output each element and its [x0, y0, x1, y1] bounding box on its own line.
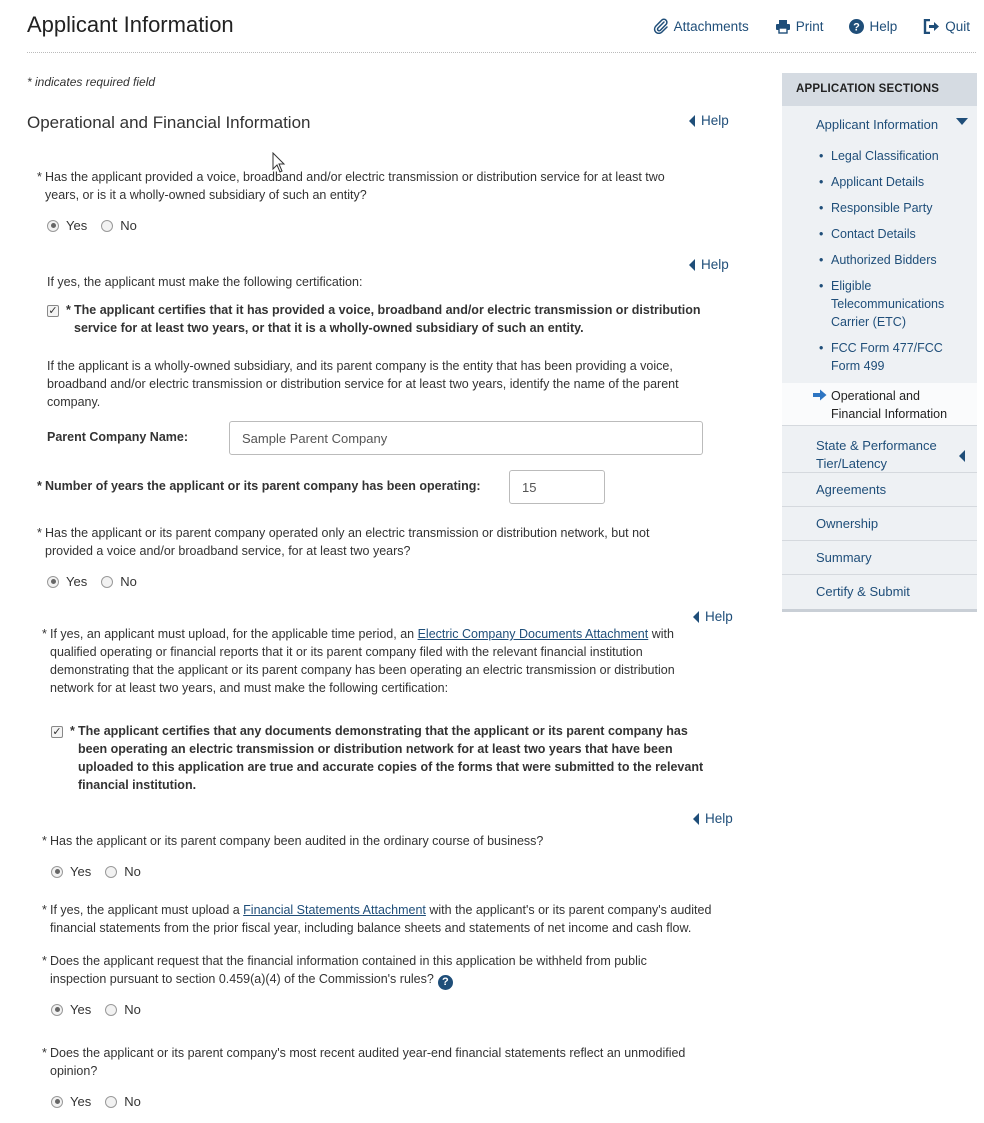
radio-no[interactable]: [105, 866, 117, 878]
certification-intro: If yes, the applicant must make the following certification:: [47, 275, 363, 289]
radio-yes[interactable]: [47, 576, 59, 588]
years-operating-label: [37, 477, 485, 495]
bullet-icon: •: [819, 201, 824, 215]
question-text: Has the applicant or its parent company operated only an electric transmission or distribution network, but not provided a voice and/or broadband service, for at least two years?: [45, 526, 650, 558]
required-marker: *: [42, 903, 47, 917]
question-text: Has the applicant provided a voice, broadband and/or electric transmission or distribution service for at least two years, or is it a wholly-owned subsidiary of such an entity?: [45, 170, 665, 202]
radio-no-label: No: [124, 1002, 141, 1017]
question-unmodified-opinion: [42, 1044, 710, 1080]
certification-checkbox[interactable]: ✓: [48, 305, 58, 317]
radio-no-label: No: [120, 574, 137, 589]
sidebar-subitem-label: Operational and Financial Information: [831, 389, 948, 421]
print-link[interactable]: [775, 19, 824, 34]
question-circle-icon[interactable]: ?: [438, 975, 453, 990]
section-heading: Operational and Financial Information: [27, 113, 311, 132]
question-text: Does the applicant request that the financial information contained in this application be withheld from public inspection pursuant to section 0.459(a)(4) of the Commission's rules?: [50, 954, 647, 986]
sidebar-item-summary[interactable]: [782, 541, 977, 575]
sidebar-subitem-contact-details[interactable]: [782, 225, 977, 251]
radio-yes[interactable]: [51, 1096, 63, 1108]
sidebar-subitem-label: Legal Classification: [831, 149, 939, 163]
caret-down-icon[interactable]: [956, 118, 968, 125]
sidebar-subitem-label: Authorized Bidders: [831, 253, 937, 267]
sidebar-subitem-etc[interactable]: [782, 277, 977, 339]
radio-group-unmodified-opinion: [51, 1094, 155, 1109]
radio-yes-label: Yes: [70, 1094, 92, 1109]
caret-left-icon[interactable]: [959, 450, 965, 462]
certification-statement: The applicant certifies that any documents demonstrating that the applicant or its parent company has been operating an electric transmission or distribution network for at least two years that have been uploaded to this application are true and accurate copies of the forms that were submitted to the relevant financial institution.: [78, 724, 704, 792]
attachments-link[interactable]: [653, 18, 749, 34]
bullet-icon: •: [819, 227, 824, 241]
caret-left-icon: [689, 259, 695, 271]
radio-group-provided-service: [47, 218, 151, 233]
question-provided-service: [37, 168, 695, 204]
quit-link[interactable]: [923, 19, 970, 34]
svg-text:?: ?: [853, 21, 861, 33]
sidebar-subitem-label: Responsible Party: [831, 201, 933, 215]
application-sections-sidebar: [782, 73, 977, 612]
help-link-label: Help: [701, 113, 729, 128]
years-operating-text: Number of years the applicant or its parent company has been operating:: [45, 479, 481, 493]
sidebar-subitem-authorized-bidders[interactable]: [782, 251, 977, 277]
electric-documents-instructions: [42, 625, 700, 697]
question-circle-icon: [849, 19, 864, 34]
sidebar-item-label: State & Performance Tier/Latency: [816, 438, 937, 471]
sidebar-subitem-legal-classification[interactable]: [782, 147, 977, 173]
help-nav-link[interactable]: [849, 19, 897, 34]
radio-no[interactable]: [101, 220, 113, 232]
required-marker: *: [42, 1046, 47, 1060]
parent-company-instructions: If the applicant is a wholly-owned subsidiary, and its parent company is the entity that has been providing a voice, broadband and/or electric transmission or distribution service for at least two years, identify the name of the parent company.: [47, 359, 679, 409]
parent-company-label: Parent Company Name:: [47, 430, 189, 444]
top-nav: [653, 18, 970, 34]
question-text: Has the applicant or its parent company been audited in the ordinary course of business?: [50, 834, 544, 848]
sidebar-header: APPLICATION SECTIONS: [782, 73, 977, 106]
help-link-label: Help: [705, 609, 733, 624]
bullet-icon: •: [819, 341, 824, 355]
sidebar-item-label: Summary: [816, 550, 872, 565]
required-marker: *: [37, 526, 42, 540]
sidebar-item-ownership[interactable]: [782, 507, 977, 541]
electric-company-documents-link[interactable]: Electric Company Documents Attachment: [417, 627, 649, 641]
radio-no[interactable]: [105, 1096, 117, 1108]
help-link-section[interactable]: [689, 113, 729, 128]
required-marker: *: [70, 724, 75, 738]
bullet-icon: •: [819, 175, 824, 189]
printer-icon: [775, 19, 791, 34]
help-link-label: Help: [705, 811, 733, 826]
instructions-text: If yes, the applicant must upload a: [50, 903, 244, 917]
sidebar-item-applicant-information[interactable]: [782, 106, 977, 147]
sidebar-item-certify-submit[interactable]: [782, 575, 977, 609]
help-link-label: Help: [701, 257, 729, 272]
radio-yes-label: Yes: [66, 574, 88, 589]
quit-label: Quit: [945, 18, 970, 34]
required-marker: *: [42, 627, 47, 641]
question-electric-only: [37, 524, 695, 560]
radio-yes[interactable]: [51, 1004, 63, 1016]
instructions-text: with qualified operating or financial reports that it or its parent company filed with the relevant financial institution demonstrating that the applicant or its parent company has been operating an electric transmission or distribution network for at least two years, and must make the following certification:: [50, 627, 675, 695]
required-marker: *: [66, 303, 71, 317]
question-withhold-info: [42, 952, 700, 990]
help-link-certification[interactable]: [689, 257, 729, 272]
bullet-icon: •: [819, 279, 824, 293]
sidebar-subitem-operational-financial[interactable]: [782, 383, 977, 425]
radio-group-audited: [51, 864, 155, 879]
sidebar-item-label: Applicant Information: [816, 117, 939, 132]
print-label: Print: [795, 18, 824, 34]
radio-group-withhold-info: [51, 1002, 155, 1017]
radio-yes[interactable]: [47, 220, 59, 232]
sidebar-item-agreements[interactable]: [782, 473, 977, 507]
radio-yes[interactable]: [51, 866, 63, 878]
caret-left-icon: [693, 813, 699, 825]
sidebar-item-state-performance[interactable]: [782, 425, 977, 473]
instructions-text: If yes, an applicant must upload, for the applicable time period, an: [50, 627, 418, 641]
bullet-icon: •: [819, 149, 824, 163]
sidebar-subitem-label: FCC Form 477/FCC Form 499: [831, 341, 943, 373]
attachments-label: Attachments: [673, 18, 749, 34]
sidebar-item-label: Ownership: [816, 516, 879, 531]
help-link-audited[interactable]: [693, 811, 733, 826]
sidebar-item-label: Agreements: [816, 482, 887, 497]
required-field-note: * indicates required field: [27, 75, 156, 89]
help-link-electric[interactable]: [693, 609, 733, 624]
certification-text: [66, 301, 704, 337]
financial-statements-instructions: [42, 901, 740, 937]
electric-certification-checkbox[interactable]: ✓: [52, 726, 62, 738]
sidebar-subitem-label: Contact Details: [831, 227, 916, 241]
radio-no[interactable]: [101, 576, 113, 588]
parent-company-input[interactable]: [229, 421, 703, 455]
page-title: Applicant Information: [27, 12, 234, 37]
caret-left-icon: [689, 115, 695, 127]
required-marker: *: [37, 170, 42, 184]
sidebar-subitem-label: Applicant Details: [831, 175, 925, 189]
question-audited: [42, 832, 700, 850]
radio-yes-label: Yes: [70, 1002, 92, 1017]
sign-out-icon: [923, 19, 940, 34]
radio-no-label: No: [120, 218, 137, 233]
years-operating-input[interactable]: [509, 470, 605, 504]
radio-group-electric-only: [47, 574, 151, 589]
required-marker: *: [42, 954, 47, 968]
sidebar-subitem-responsible-party[interactable]: [782, 199, 977, 225]
radio-yes-label: Yes: [70, 864, 92, 879]
electric-certification-text: [70, 722, 708, 794]
required-marker: *: [42, 834, 47, 848]
radio-no-label: No: [124, 864, 141, 879]
arrow-right-icon: [813, 389, 827, 401]
question-text: Does the applicant or its parent company's most recent audited year-end financial statements reflect an unmodified opinion?: [50, 1046, 686, 1078]
sidebar-item-label: Certify & Submit: [816, 584, 910, 599]
sidebar-subitem-applicant-details[interactable]: [782, 173, 977, 199]
sidebar-subitem-label: Eligible Telecommunications Carrier (ETC): [831, 279, 945, 329]
sidebar-subitem-fcc-forms[interactable]: [782, 339, 977, 383]
certification-statement: The applicant certifies that it has provided a voice, broadband and/or electric transmission or distribution service for at least two years, or that it is a wholly-owned subsidiary of such an entity.: [74, 303, 701, 335]
title-divider: [27, 52, 976, 53]
instructions-text: with the applicant's or its parent company's audited financial statements from the prior fiscal year, including balance sheets and statements of net income and cash flow.: [50, 903, 712, 935]
help-nav-label: Help: [869, 18, 898, 34]
financial-statements-link[interactable]: Financial Statements Attachment: [243, 903, 426, 917]
bullet-icon: •: [819, 253, 824, 267]
caret-left-icon: [693, 611, 699, 623]
radio-yes-label: Yes: [66, 218, 88, 233]
required-marker: *: [37, 479, 42, 493]
paperclip-icon: [653, 18, 669, 34]
radio-no[interactable]: [105, 1004, 117, 1016]
radio-no-label: No: [124, 1094, 141, 1109]
